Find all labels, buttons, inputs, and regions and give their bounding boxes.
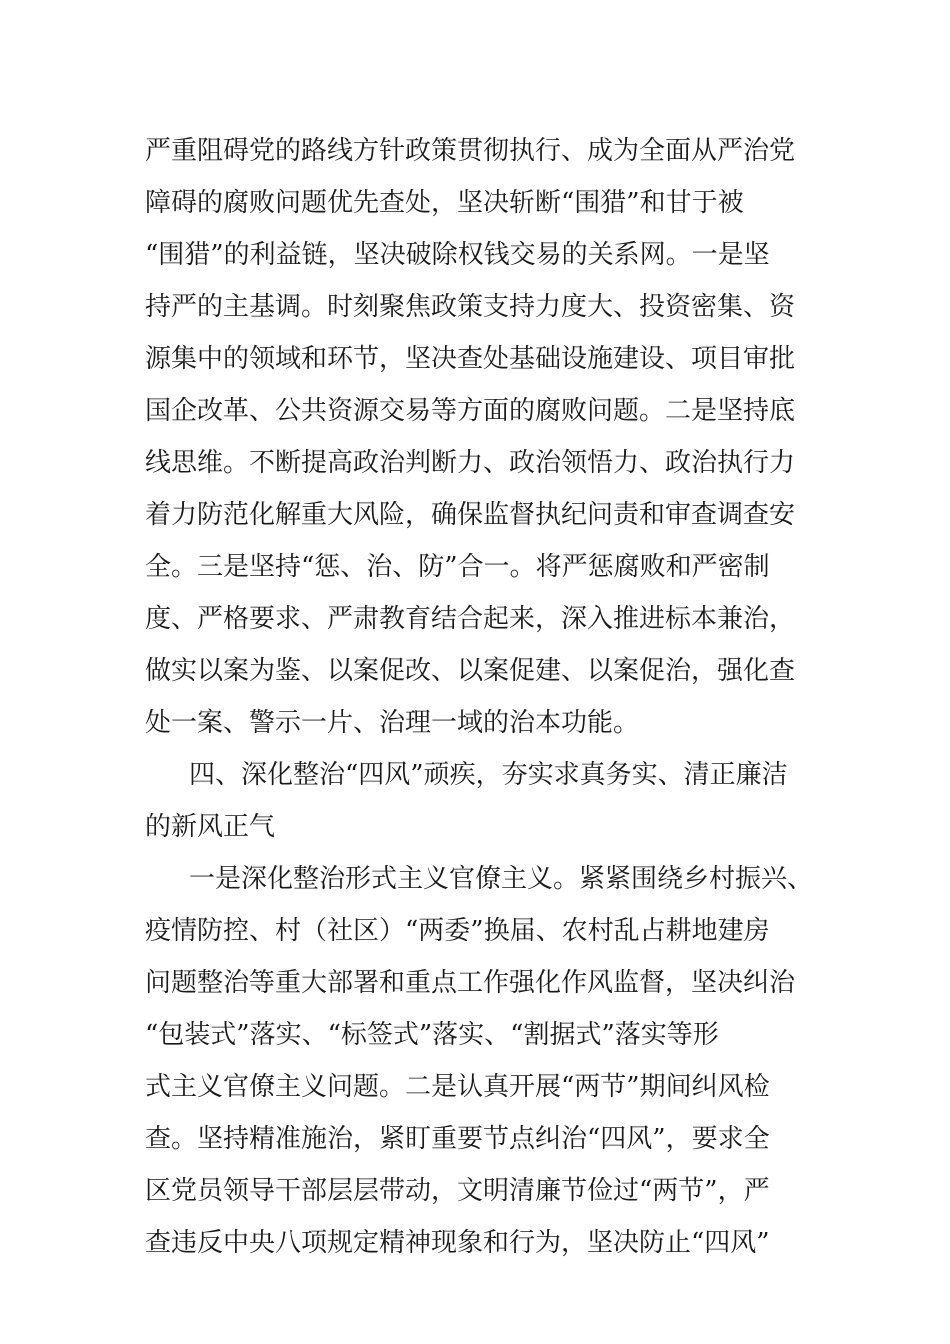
text-line: 问题整治等重大部署和重点工作强化作风监督，坚决纠治 xyxy=(145,968,796,998)
text-line: 疫情防控、村（社区）“两委”换届、农村乱占耕地建房 xyxy=(145,916,770,946)
text-line: 国企改革、公共资源交易等方面的腐败问题。二是坚持底 xyxy=(145,396,796,426)
text-line: 一是深化整治形式主义官僚主义。紧紧围绕乡村振兴、 xyxy=(189,864,814,894)
text-line: 着力防范化解重大风险，确保监督执纪问责和审查调查安 xyxy=(145,500,796,530)
text-line: 全。三是坚持“惩、治、防”合一。将严惩腐败和严密制 xyxy=(145,552,770,582)
text-line: “围猎”的利益链，坚决破除权钱交易的关系网。一是坚 xyxy=(145,240,770,270)
text-line: 严重阻碍党的路线方针政策贯彻执行、成为全面从严治党 xyxy=(145,136,796,166)
text-line: 持严的主基调。时刻聚焦政策支持力度大、投资密集、资 xyxy=(145,292,796,322)
text-line: 查。坚持精准施治，紧盯重要节点纠治“四风”，要求全 xyxy=(145,1124,770,1154)
text-line: 处一案、警示一片、治理一域的治本功能。 xyxy=(145,708,640,738)
text-line: 障碍的腐败问题优先查处，坚决斩断“围猎”和甘于被 xyxy=(145,188,744,218)
text-line: 查违反中央八项规定精神现象和行为，坚决防止“四风” xyxy=(145,1228,770,1258)
text-line: 区党员领导干部层层带动，文明清廉节俭过“两节”，严 xyxy=(145,1176,770,1206)
text-line: 式主义官僚主义问题。二是认真开展“两节”期间纠风检 xyxy=(145,1072,770,1102)
text-line: 做实以案为鉴、以案促改、以案促建、以案促治，强化查 xyxy=(145,656,796,686)
text-line: 度、严格要求、严肃教育结合起来，深入推进标本兼治， xyxy=(145,604,796,634)
section-heading-line: 的新风正气 xyxy=(145,812,276,842)
text-line: “包装式”落实、“标签式”落实、“割据式”落实等形 xyxy=(145,1020,719,1050)
text-line: 源集中的领域和环节，坚决查处基础设施建设、项目审批 xyxy=(145,344,796,374)
text-line: 线思维。不断提高政治判断力、政治领悟力、政治执行力 xyxy=(145,448,796,478)
section-heading-line: 四、深化整治“四风”顽疾，夯实求真务实、清正廉洁 xyxy=(189,760,788,790)
